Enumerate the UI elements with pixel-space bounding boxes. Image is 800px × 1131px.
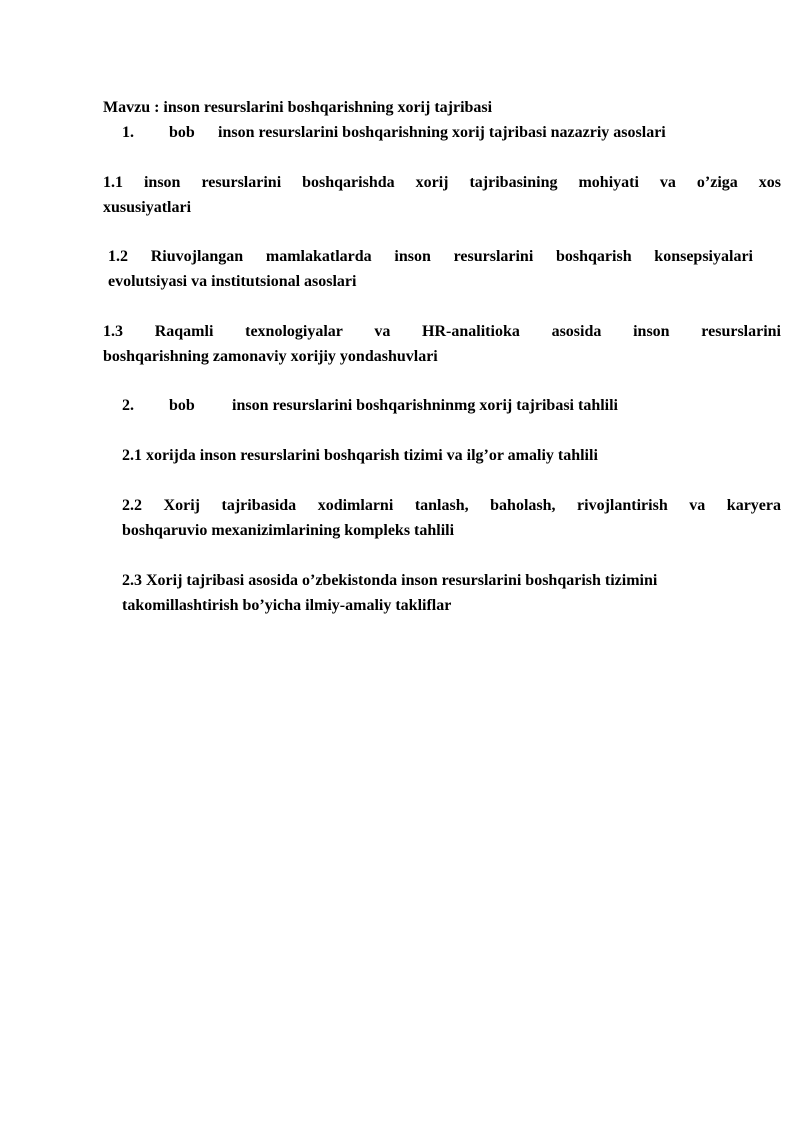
section-1-1-line2: xususiyatlari <box>103 199 192 216</box>
chapter-1-number: 1. <box>122 124 134 141</box>
chapter-2-label: bob <box>169 397 195 414</box>
chapter-1-heading <box>122 121 666 145</box>
section-2-3-line2: takomillashtirish bo’yicha ilmiy-amaliy takliflar <box>122 597 452 614</box>
section-1-2-line2: evolutsiyasi va institutsional asoslari <box>108 273 357 290</box>
section-2-3-line1: 2.3 Xorij tajribasi asosida o’zbekistonda inson resurslarini boshqarish tizimini <box>122 572 658 589</box>
chapter-1-title: inson resurslarini boshqarishning xorij tajribasi nazazriy asoslari <box>218 124 666 141</box>
chapter-1-label: bob <box>169 124 195 141</box>
chapter-2-heading <box>122 394 618 418</box>
chapter-2-title: inson resurslarini boshqarishninmg xorij tajribasi tahlili <box>232 397 618 414</box>
section-2-2-line2: boshqaruvio mexanizimlarining kompleks tahlili <box>122 522 455 539</box>
section-1-3-line2: boshqarishning zamonaviy xorijiy yondashuvlari <box>103 348 438 365</box>
section-2-1-line1: 2.1 xorijda inson resurslarini boshqarish tizimi va ilg’or amaliy tahlili <box>122 447 598 464</box>
section-2-2-line1: 2.2 Xorij tajribasida xodimlarni tanlash, baholash, rivojlantirish va karyera <box>122 497 781 514</box>
topic-heading: Mavzu : inson resurslarini boshqarishning xorij tajribasi <box>103 99 493 116</box>
section-1-1-line1: 1.1 inson resurslarini boshqarishda xorij tajribasining mohiyati va o’ziga xos <box>103 174 781 191</box>
chapter-2-number: 2. <box>122 397 134 414</box>
section-1-2-line1: 1.2 Riuvojlangan mamlakatlarda inson resurslarini boshqarish konsepsiyalari <box>108 248 753 265</box>
section-1-3-line1: 1.3 Raqamli texnologiyalar va HR-analitioka asosida inson resurslarini <box>103 323 781 340</box>
